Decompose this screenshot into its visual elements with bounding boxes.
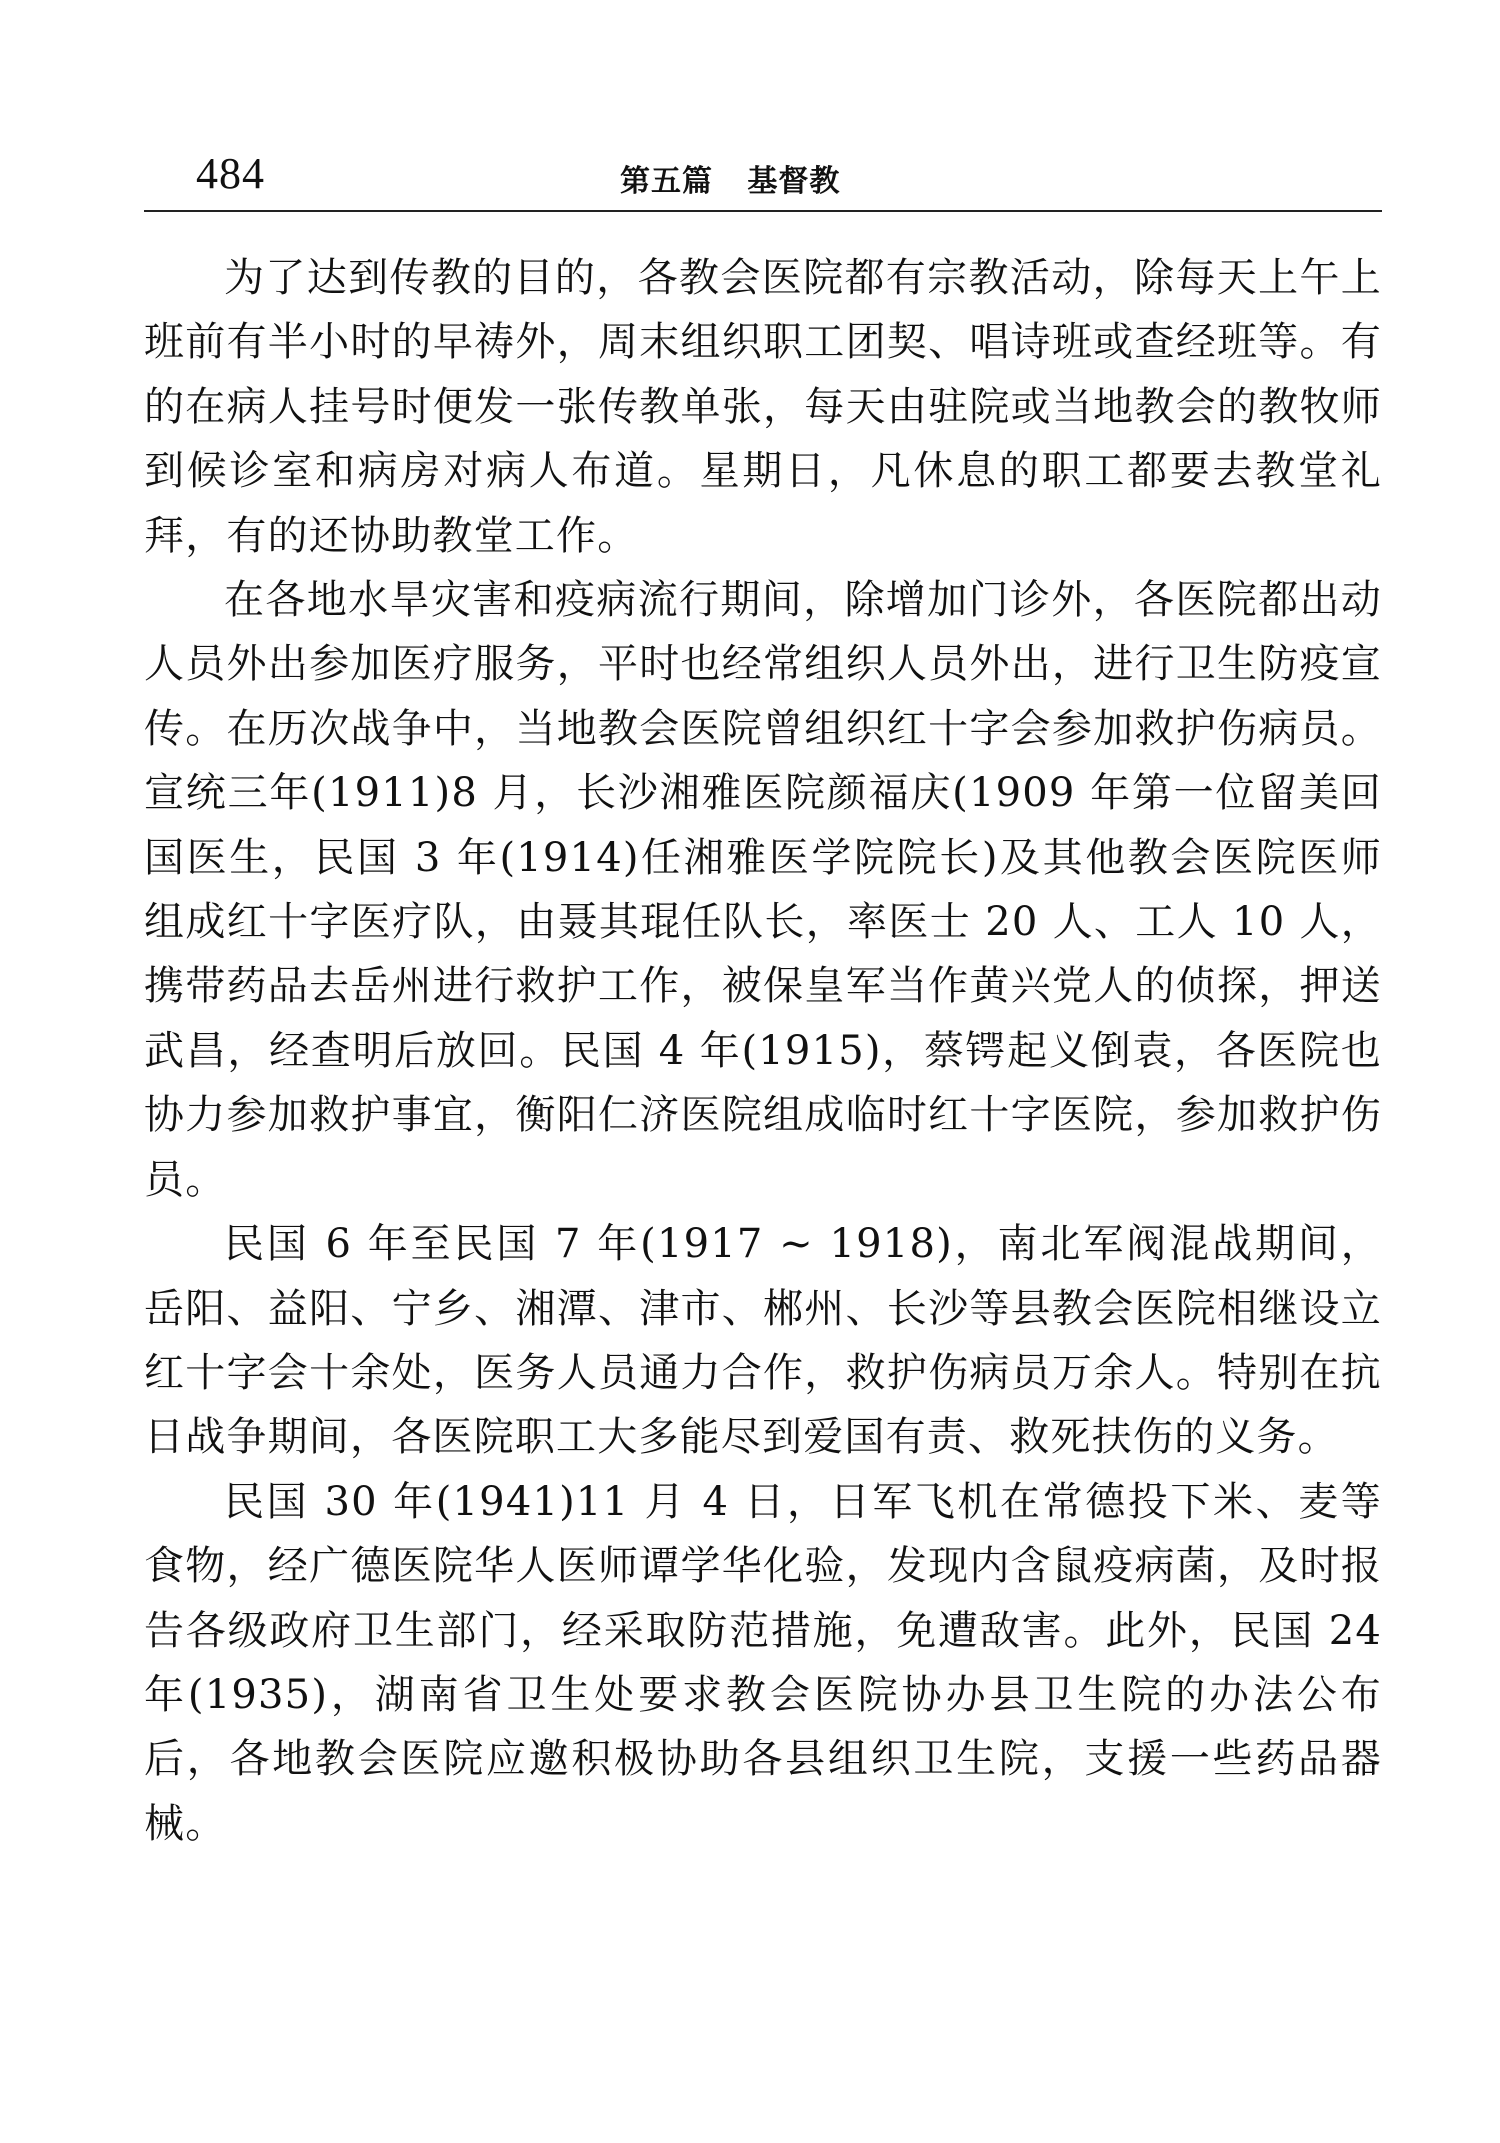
header-rule — [144, 210, 1382, 212]
body-text — [144, 246, 1382, 1856]
page-number: 484 — [196, 149, 265, 198]
running-head: 第五篇 基督教 — [620, 164, 841, 199]
paragraph-4: 民国 30 年(1941)11 月 4 日，日军飞机在常德投下米、麦等食物，经广德医院华人医师谭学华化验，发现内含鼠疫病菌，及时报告各级政府卫生部门，经采取防范措施，免遭敌害。此外，民国 24 年(1935)，湖南省卫生处要求教会医院协办县卫生院的办法公布后，各地教会医院应邀积极协助各县组织卫生院，支援一些药品器械。 — [144, 1478, 1382, 1847]
paragraph-2: 在各地水旱灾害和疫病流行期间，除增加门诊外，各医院都出动人员外出参加医疗服务，平时也经常组织人员外出，进行卫生防疫宣传。在历次战争中，当地教会医院曾组织红十字会参加救护伤病员。宣统三年(1911)8 月，长沙湘雅医院颜福庆(1909 年第一位留美回国医生，民国 3 年(1914)任湘雅医学院院长)及其他教会医院医师组成红十字医疗队，由聂其琨任队长，率医士 20 人、工人 10 人，携带药品去岳州进行救护工作，被保皇军当作黄兴党人的侦探，押送武昌，经查明后放回。民国 4 年(1915)，蔡锷起义倒袁，各医院也协力参加救护事宜，衡阳仁济医院组成临时红十字医院，参加救护伤员。 — [144, 577, 1382, 1203]
paragraph-1: 为了达到传教的目的，各教会医院都有宗教活动，除每天上午上班前有半小时的早祷外，周末组织职工团契、唱诗班或查经班等。有的在病人挂号时便发一张传教单张，每天由驻院或当地教会的教牧师到候诊室和病房对病人布道。星期日，凡休息的职工都要去教堂礼拜，有的还协助教堂工作。 — [144, 255, 1382, 559]
paragraph-3: 民国 6 年至民国 7 年(1917 ~ 1918)，南北军阀混战期间，岳阳、益阳、宁乡、湘潭、津市、郴州、长沙等县教会医院相继设立红十字会十余处，医务人员通力合作，救护伤病员万余人。特别在抗日战争期间，各医院职工大多能尽到爱国有责、救死扶伤的义务。 — [144, 1221, 1382, 1461]
